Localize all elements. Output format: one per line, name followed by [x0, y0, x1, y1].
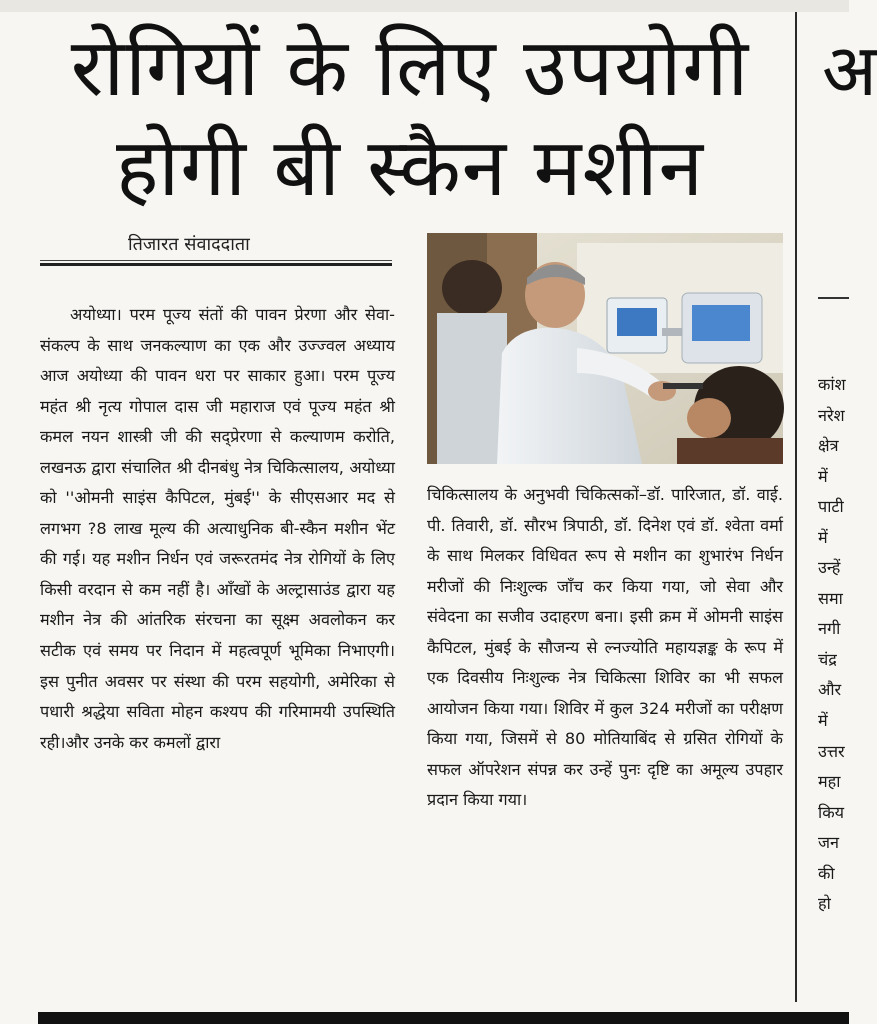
article-continuation-column [427, 480, 783, 816]
byline-rule-thick [40, 263, 392, 266]
article-headline [30, 18, 790, 218]
adjacent-line: समा [818, 588, 843, 608]
adjacent-line: क्षेत्र [818, 436, 839, 456]
article-body-column [40, 300, 395, 758]
adjacent-line: में [818, 466, 828, 486]
adjacent-line: पाटी [818, 497, 844, 517]
adjacent-byline-rule [818, 297, 849, 299]
byline: तिजारत संवाददाता [128, 234, 250, 255]
top-paper-strip [0, 0, 849, 12]
adjacent-line: महा [818, 772, 841, 792]
adjacent-line: किय [818, 802, 845, 822]
bottom-rule [38, 1012, 849, 1024]
adjacent-line: उत्तर [818, 741, 845, 761]
adjacent-headline-fragment: अ [822, 28, 877, 112]
adjacent-line: हो [818, 894, 831, 914]
adjacent-line: नगी [818, 619, 841, 639]
adjacent-line: उन्हें [818, 558, 841, 578]
adjacent-line: की [818, 863, 835, 883]
adjacent-article-column [818, 370, 858, 920]
adjacent-line: में [818, 711, 828, 731]
article-photo [427, 233, 783, 464]
adjacent-line: में [818, 527, 828, 547]
adjacent-line: नरेश [818, 405, 845, 425]
column-divider [795, 12, 797, 1002]
adjacent-line: चंद्र [818, 649, 837, 669]
adjacent-line: जन [818, 833, 839, 853]
article-continuation-paragraph: चिकित्सालय के अनुभवी चिकित्सकों–डॉ. पारिजात, डॉ. वाई. पी. तिवारी, डॉ. सौरभ त्रिपाठी, डॉ. दिनेश एवं डॉ. श्वेता वर्मा के साथ मिलकर विधिवत रूप से मशीन का शुभारंभ निर्धन मरीजों की निःशुल्क जाँच कर किया गया, जो सेवा और संवेदना का सजीव उदाहरण बना। इसी क्रम में ओमनी साइंस कैपिटल, मुंबई के सौजन्य से ल्नज्योति महायज्ञङ्क के रूप में एक दिवसीय निःशुल्क नेत्र चिकित्सा शिविर का भी सफल आयोजन किया गया। शिविर में कुल 324 मरीजों का परीक्षण किया गया, जिसमें से 80 मोतियाबिंद से ग्रसित रोगियों के सफल ऑपरेशन संपन्न कर उन्हें पुनः दृष्टि का अमूल्य उपहार प्रदान किया गया। [427, 485, 783, 810]
headline-line-2: होगी बी स्कैन मशीन [116, 121, 704, 214]
adjacent-line: कांश [818, 375, 846, 394]
adjacent-line: और [818, 680, 842, 700]
byline-rule [40, 260, 392, 261]
article-body-paragraph: अयोध्या। परम पूज्य संतों की पावन प्रेरणा और सेवा-संकल्प के साथ जनकल्याण का एक और उज्ज्वल अध्याय आज अयोध्या की पावन धरा पर साकार हुआ। परम पूज्य महंत श्री नृत्य गोपाल दास जी महाराज एवं पूज्य महंत श्री कमल नयन शास्त्री जी की सद्प्रेरणा से कल्याणम करोति, लखनऊ द्वारा संचालित श्री दीनबंधु नेत्र चिकित्सालय, अयोध्या को ''ओमनी साइंस कैपिटल, मुंबई'' के सीएसआर मद से लगभग ?8 लाख मूल्य की अत्याधुनिक बी-स्कैन मशीन भेंट की गई। यह मशीन निर्धन एवं जरूरतमंद नेत्र रोगियों के लिए किसी वरदान से कम नहीं है। आँखों के अल्ट्रासाउंड द्वारा यह मशीन नेत्र की आंतरिक संरचना का सूक्ष्म अवलोकन कर सटीक एवं समय पर निदान में महत्वपूर्ण भूमिका निभाएगी। इस पुनीत अवसर पर संस्था की परम सहयोगी, अमेरिका से पधारी श्रद्धेया सविता मोहन कश्यप की गरिमामयी उपस्थिति रही।और उनके कर कमलों द्वारा [40, 305, 395, 752]
headline-line-1: रोगियों के लिए उपयोगी [70, 21, 750, 114]
